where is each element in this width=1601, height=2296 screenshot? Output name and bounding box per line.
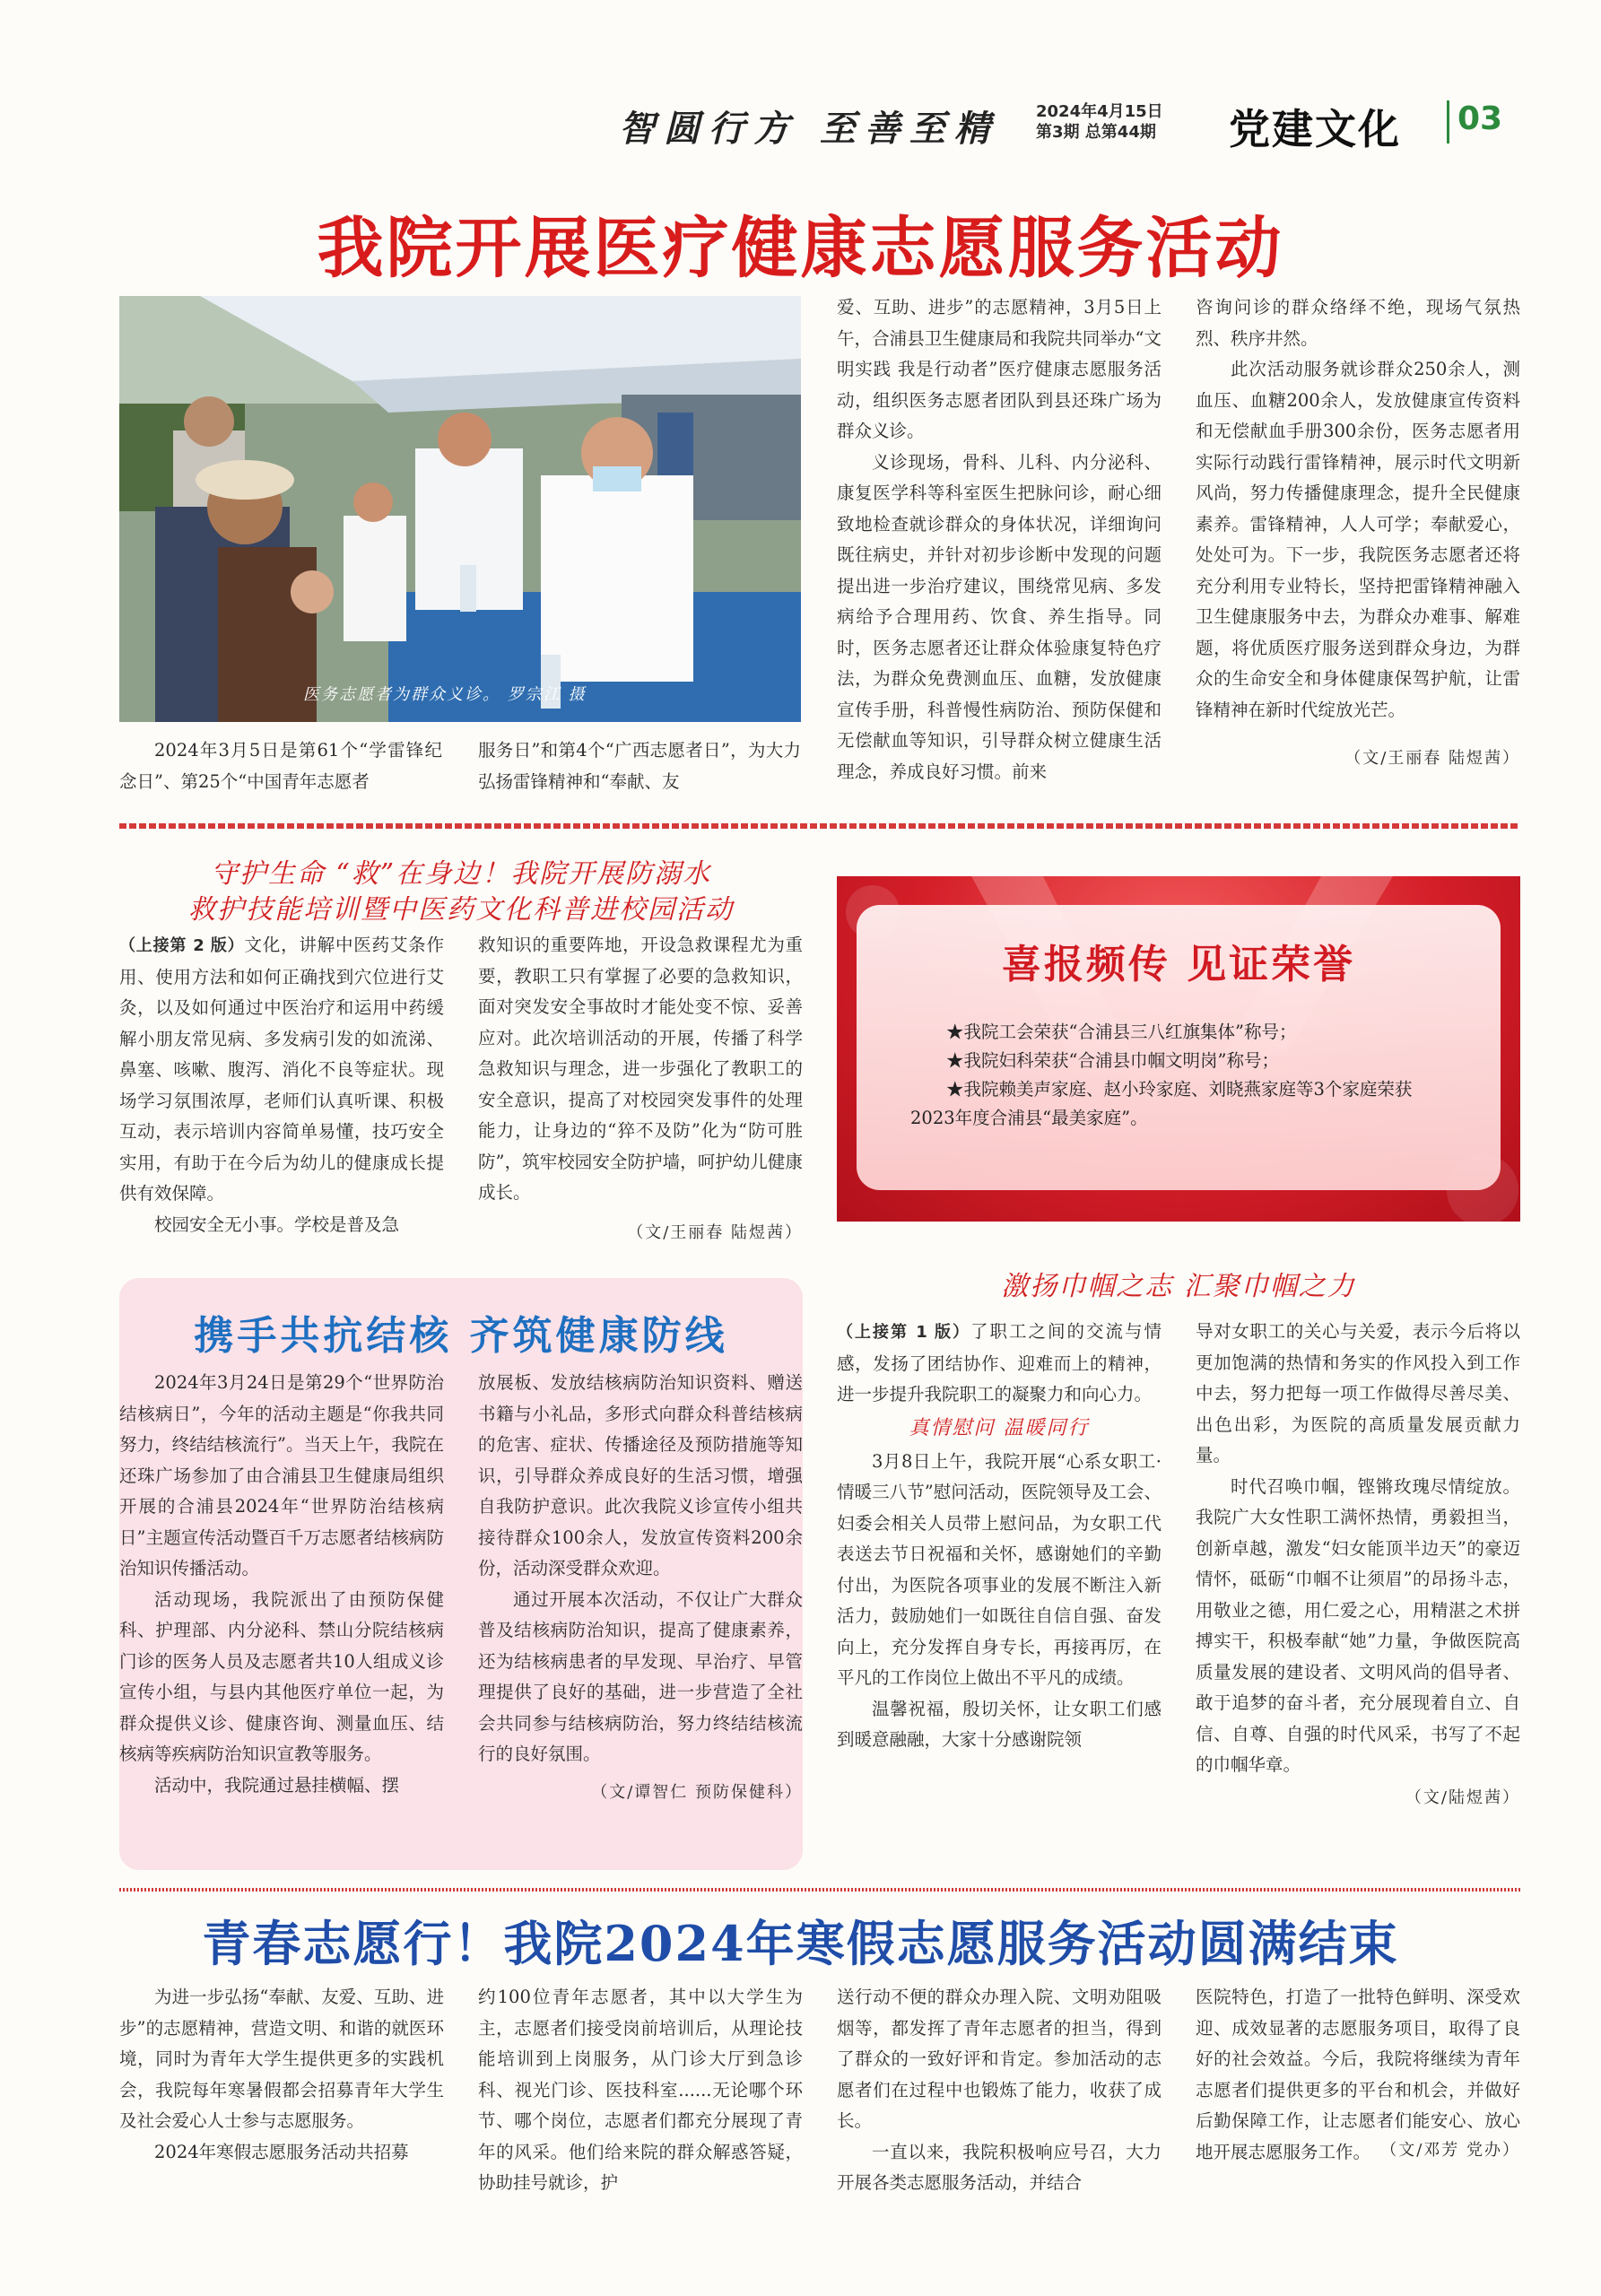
masthead-motto: 智圆行方 至善至精 xyxy=(619,108,999,150)
section-name: 党建文化 xyxy=(1229,105,1401,153)
article1-col3-para1: 爱、互助、进步”的志愿精神，3月5日上午，合浦县卫生健康局和我院共同举办“文明实践 我是行动者”医疗健康志愿服务活动，组织医务志愿者团队到县还珠广场为群众义诊。 xyxy=(837,297,1162,441)
article5-col1-para1: 为进一步弘扬“奉献、友爱、互助、进步”的志愿精神，营造文明、和谐的就医环境，同时为青年大学生提供更多的实践机会，我院每年寒暑假都会招募青年大学生及社会爱心人士参与志愿服务。 xyxy=(119,1987,444,2131)
article4-col2-para1: 导对女职工的关心与关爱，表示今后将以更加饱满的热情和务实的作风投入到工作中去，努力把每一项工作做得尽善尽美、出色出彩，为医院的高质量发展贡献力量。 xyxy=(1196,1321,1520,1465)
article2-title-line1: 守护生命 “救”在身边！我院开展防溺水 xyxy=(210,858,712,890)
article4-title: 激扬巾帼之志 汇聚巾帼之力 xyxy=(1001,1271,1356,1302)
article2-col1-para2: 校园安全无小事。学校是普及急 xyxy=(154,1213,400,1235)
honor-title: 喜报频传 见证荣誉 xyxy=(1001,942,1356,987)
issue-number: 第3期 总第44期 xyxy=(1036,123,1156,142)
article4-col2-para2: 时代召唤巾帼，铿锵玫瑰尽情绽放。我院广大女性职工满怀热情，勇毅担当，创新卓越，激发“妇女能顶半边天”的豪迈情怀，砥砺“巾帼不让须眉”的昂扬斗志，用敬业之德，用仁爱之心，用精湛之术拼搏实干，积极奉献“她”力量，争做医院高质量发展的建设者、文明风尚的倡导者、敢于追梦的奋斗者，充分展现着自立、自信、自尊、自强的时代风采，书写了不起的巾帼华章。 xyxy=(1196,1475,1520,1775)
article5-col4 xyxy=(1196,1982,1520,2161)
article5-col3-para1: 送行动不便的群众办理入院、文明劝阻吸烟等，都发挥了青年志愿者的担当，得到了群众的一致好评和肯定。参加活动的志愿者们在过程中也锻炼了能力，收获了成长。 xyxy=(837,1987,1162,2131)
article1-col4-para1: 咨询问诊的群众络绎不绝，现场气氛热烈、秩序井然。 xyxy=(1196,297,1520,349)
article2-title-line2: 救护技能培训暨中医药文化科普进校园活动 xyxy=(188,894,734,926)
article4-col1 xyxy=(837,1317,1162,1756)
issue-date: 2024年4月15日 xyxy=(1036,102,1163,121)
article3-col1-para3: 活动中，我院通过悬挂横幅、摆 xyxy=(154,1774,400,1796)
photo-caption: 医务志愿者为群众义诊。 罗宗江 摄 xyxy=(303,685,587,704)
article4-col2 xyxy=(1196,1317,1520,1808)
section-divider xyxy=(1447,100,1449,144)
article3-col1-para1: 2024年3月24日是第29个“世界防治结核病日”，今年的活动主题是“你我共同努力，终结结核流行”。当天上午，我院在还珠广场参加了由合浦县卫生健康局组织开展的合浦县2024年“世界防治结核病日”主题宣传活动暨百千万志愿者结核病防治知识传播活动。 xyxy=(119,1372,444,1578)
page-number: 03 xyxy=(1457,100,1503,137)
honor-panel xyxy=(857,905,1501,1190)
section-divider-2 xyxy=(119,1888,1520,1892)
article1-col4-para2: 此次活动服务就诊群众250余人，测血压、血糖200余人，发放健康宣传资料和无偿献血手册300余份，医务志愿者用实际行动践行雷锋精神，展示时代文明新风尚，努力传播健康理念，提升全民健康素养。雷锋精神，人人可学；奉献爱心，处处可为。下一步，我院医务志愿者还将充分利用专业特长，坚持把雷锋精神融入卫生健康服务中去，为群众办难事、解难题，将优质医疗服务送到群众身边，为群众的生命安全和身体健康保驾护航，让雷锋精神在新时代绽放光芒。 xyxy=(1196,359,1520,720)
article5-col1-para2: 2024年寒假志愿服务活动共招募 xyxy=(154,2141,409,2162)
volunteer-photo xyxy=(119,296,801,722)
article5-col2 xyxy=(478,1982,803,2199)
article3-signature: （文/谭智仁 预防保健科） xyxy=(591,1782,803,1802)
article3-col2 xyxy=(478,1368,803,1803)
article5-col3 xyxy=(837,1982,1162,2199)
article5-title: 青春志愿行！我院2024年寒假志愿服务活动圆满结束 xyxy=(202,1915,1399,1972)
article2-col1 xyxy=(119,930,444,1240)
honor-item-3-cont: 2023年度合浦县“最美家庭”。 xyxy=(910,1108,1148,1128)
photo-illustration xyxy=(119,296,801,722)
honor-item-2: ★我院妇科荣获“合浦县巾帼文明岗”称号； xyxy=(946,1050,1279,1071)
article1-col3 xyxy=(837,292,1162,787)
article3-box xyxy=(119,1278,803,1870)
article2-continued-tag: （上接第 2 版） xyxy=(119,936,245,955)
article5-col3-para2: 一直以来，我院积极响应号召，大力开展各类志愿服务活动，并结合 xyxy=(837,2141,1162,2193)
article3-col2-para1: 放展板、发放结核病防治知识资料、赠送书籍与小礼品，多形式向群众科普结核病的危害、症状、传播途径及预防措施等知识，引导群众养成良好的生活习惯，增强自我防护意识。此次我院义诊宣传小组共接待群众100余人，发放宣传资料200余份，活动深受群众欢迎。 xyxy=(478,1372,803,1578)
article1-col4 xyxy=(1196,292,1520,769)
article4-col1-para2: 3月8日上午，我院开展“心系女职工·情暖三八节”慰问活动，医院领导及工会、妇委会相关人员带上慰问品，为女职工代表送去节日祝福和关怀，感谢她们的辛勤付出，为医院各项事业的发展不断注入新活力，鼓励她们一如既往自信自强、奋发向上，充分发挥自身专长，再接再厉，在平凡的工作岗位上做出不平凡的成绩。 xyxy=(837,1450,1162,1688)
article2-col2-para1: 救知识的重要阵地，开设急救课程尤为重要，教职工只有掌握了必要的急救知识，面对突发安全事故时才能处变不惊、妥善应对。此次培训活动的开展，传播了科学急救知识与理念，进一步强化了教职工的安全意识，提高了对校园突发事件的处理能力，让身边的“猝不及防”化为“防可胜防”，筑牢校园安全防护墙，呵护幼儿健康成长。 xyxy=(478,935,803,1203)
article1-col1: 2024年3月5日是第61个“学雷锋纪念日”、第25个“中国青年志愿者 xyxy=(119,740,442,792)
honor-item-3: ★我院赖美声家庭、赵小玲家庭、刘晓燕家庭等3个家庭荣获 xyxy=(946,1079,1413,1100)
issue-info xyxy=(1036,101,1163,143)
article1-col3-para2: 义诊现场，骨科、儿科、内分泌科、康复医学科等科室医生把脉问诊，耐心细致地检查就诊群众的身体状况，详细询问既往病史，并针对初步诊断中发现的问题提出进一步治疗建议，围绕常见病、多发病给予合理用药、饮食、养生指导。同时，医务志愿者还让群众体验康复特色疗法，为群众免费测血压、血糖，发放健康宣传手册，科普慢性病防治、预防保健和无偿献血等知识，引导群众树立健康生活理念，养成良好习惯。前来 xyxy=(837,451,1162,782)
honor-item-1: ★我院工会荣获“合浦县三八红旗集体”称号； xyxy=(946,1022,1297,1042)
article1-signature: （文/王丽春 陆煜茜） xyxy=(1344,749,1520,768)
article5-signature: （文/邓芳 党办） xyxy=(1380,2141,1520,2160)
article4-col1-para3: 温馨祝福，殷切关怀，让女职工们感到暖意融融，大家十分感谢院领 xyxy=(837,1698,1162,1750)
article3-col2-para2: 通过开展本次活动，不仅让广大群众普及结核病防治知识，提高了健康素养，还为结核病患者的早发现、早治疗、早管理提供了良好的基础，进一步营造了全社会共同参与结核病防治，努力终结结核流行的良好氛围。 xyxy=(478,1588,803,1764)
article3-title: 携手共抗结核 齐筑健康防线 xyxy=(194,1313,728,1359)
article3-col1-para2: 活动现场，我院派出了由预防保健科、护理部、内分泌科、禁山分院结核病门诊的医务人员及志愿者共10人组成义诊宣传小组，与县内其他医疗单位一起，为群众提供义诊、健康咨询、测量血压、结核病等疾病防治知识宣教等服务。 xyxy=(119,1588,444,1764)
article1-title: 我院开展医疗健康志愿服务活动 xyxy=(317,210,1284,287)
article2-signature: （文/王丽春 陆煜茜） xyxy=(627,1222,803,1242)
article1-col2: 服务日”和第4个“广西志愿者日”，为大力弘扬雷锋精神和“奉献、友 xyxy=(478,740,801,792)
honor-announcement-box xyxy=(837,876,1520,1222)
article3-col1 xyxy=(119,1368,444,1801)
section-divider-1 xyxy=(119,823,1520,829)
article2-col2 xyxy=(478,930,803,1243)
article5-col1 xyxy=(119,1982,444,2168)
article4-signature: （文/陆煜茜） xyxy=(1405,1787,1520,1807)
article2-title xyxy=(119,857,803,928)
article4-continued-tag: （上接第 1 版） xyxy=(837,1323,971,1342)
article4-subhead: 真情慰问 温暖同行 xyxy=(909,1416,1090,1439)
article5-col2-para1: 约100位青年志愿者，其中以大学生为主，志愿者们接受岗前培训后，从理论技能培训到上岗服务，从门诊大厅到急诊科、视光门诊、医技科室......无论哪个环节、哪个岗位，志愿者们都充分展现了青年的风采。他们给来院的群众解惑答疑，协助挂号就诊，护 xyxy=(478,1987,803,2193)
article2-col1-para1: （上接第 2 版）文化，讲解中医药艾条作用、使用方法和如何正确找到穴位进行艾灸，以及如何通过中医治疗和运用中药缓解小朋友常见病、多发病引发的如流涕、鼻塞、咳嗽、腹泻、消化不良等症状。现场学习氛围浓厚，老师们认真听课、积极互动，表示培训内容简单易懂，技巧安全实用，有助于在今后为幼儿的健康成长提供有效保障。 xyxy=(119,935,444,1204)
article4-col1-para1: （上接第 1 版）了职工之间的交流与情感，发扬了团结协作、迎难而上的精神，进一步提升我院职工的凝聚力和向心力。 xyxy=(837,1321,1162,1405)
article5-col4-para1: 医院特色，打造了一批特色鲜明、深受欢迎、成效显著的志愿服务项目，取得了良好的社会效益。今后，我院将继续为青年志愿者们提供更多的平台和机会，并做好后勤保障工作，让志愿者们能安心、放心地开展志愿服务工作。 xyxy=(1196,1987,1520,2162)
